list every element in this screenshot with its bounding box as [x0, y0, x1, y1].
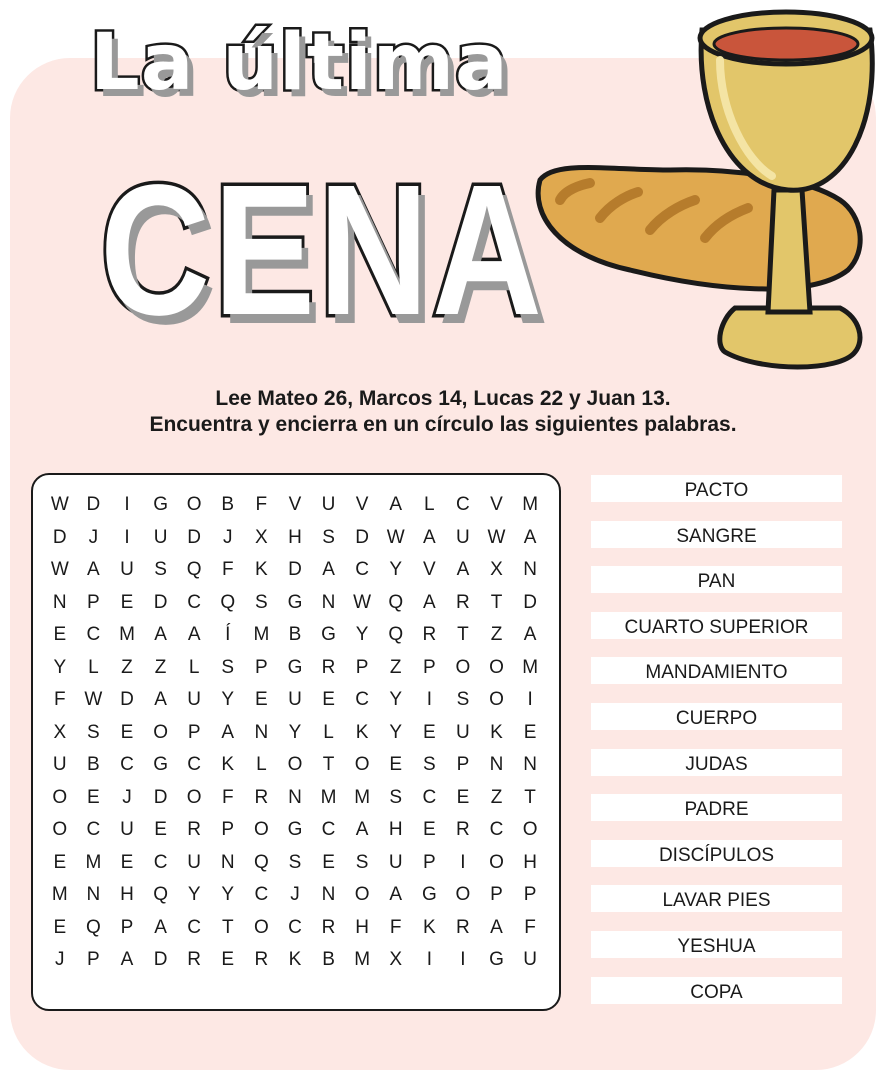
grid-letter[interactable]: U	[321, 494, 336, 515]
grid-letter[interactable]: E	[120, 851, 134, 873]
grid-letter[interactable]: Z	[154, 656, 167, 678]
grid-letter[interactable]: I	[426, 949, 432, 970]
grid-letter[interactable]: X	[389, 949, 403, 970]
grid-letter[interactable]: N	[52, 591, 67, 613]
grid-letter[interactable]: O	[186, 494, 202, 515]
grid-letter[interactable]: E	[422, 721, 436, 743]
grid-letter[interactable]: B	[288, 624, 302, 645]
grid-letter[interactable]: E	[154, 819, 167, 840]
grid-letter[interactable]: W	[353, 591, 372, 613]
word-list-item: CUERPO	[591, 703, 842, 730]
instructions	[0, 386, 886, 438]
grid-letter[interactable]: Q	[220, 591, 236, 613]
grid-letter[interactable]: E	[120, 591, 134, 613]
grid-letter[interactable]: O	[52, 819, 68, 840]
grid-letter[interactable]: T	[524, 786, 536, 808]
grid-letter[interactable]: U	[456, 526, 470, 548]
grid-letter[interactable]: M	[85, 851, 102, 873]
grid-letter[interactable]: O	[52, 786, 68, 808]
grid-letter[interactable]: M	[354, 786, 371, 808]
grid-letter[interactable]: O	[455, 884, 471, 905]
grid-letter[interactable]: P	[120, 916, 134, 938]
grid-letter[interactable]: A	[490, 916, 503, 938]
grid-letter[interactable]: G	[287, 591, 303, 613]
grid-letter[interactable]: U	[120, 819, 134, 840]
grid-letter[interactable]: F	[255, 494, 268, 515]
grid-letter[interactable]: D	[523, 591, 537, 613]
grid-letter[interactable]: F	[389, 916, 402, 938]
grid-letter[interactable]: W	[84, 689, 103, 710]
grid-letter[interactable]: O	[253, 819, 269, 840]
grid-letter[interactable]: K	[490, 721, 503, 743]
word-list-item: LAVAR PIES	[591, 885, 842, 912]
grid-letter[interactable]: D	[86, 494, 101, 515]
grid-letter[interactable]: K	[422, 916, 436, 938]
grid-letter[interactable]: M	[354, 949, 371, 970]
grid-letter[interactable]: I	[426, 689, 432, 710]
grid-letter[interactable]: D	[288, 559, 302, 580]
grid-letter[interactable]: V	[490, 494, 503, 515]
grid-letter[interactable]: W	[50, 559, 69, 580]
grid-letter[interactable]: S	[221, 656, 235, 678]
grid-letter[interactable]: U	[288, 689, 302, 710]
grid-letter[interactable]: Z	[389, 656, 402, 678]
grid-letter[interactable]: C	[86, 819, 101, 840]
grid-letter[interactable]: A	[422, 591, 436, 613]
grid-letter[interactable]: L	[256, 754, 267, 775]
grid-letter[interactable]: P	[187, 721, 201, 743]
grid-letter[interactable]: E	[456, 786, 470, 808]
word-list-item: PADRE	[591, 794, 842, 821]
grid-letter[interactable]: F	[221, 786, 234, 808]
grid-letter[interactable]: X	[490, 559, 503, 580]
grid-letter[interactable]: E	[255, 689, 268, 710]
page-title-line2: CENA	[100, 147, 546, 354]
grid-letter[interactable]: N	[523, 559, 537, 580]
grid-letter[interactable]: A	[154, 916, 167, 938]
grid-letter[interactable]: C	[288, 916, 302, 938]
grid-letter[interactable]: D	[153, 786, 168, 808]
grid-letter[interactable]: C	[254, 884, 269, 905]
grid-letter[interactable]: C	[422, 786, 437, 808]
grid-letter[interactable]: O	[354, 754, 370, 775]
grid-letter[interactable]: Q	[86, 916, 101, 938]
grid-letter[interactable]: R	[456, 591, 470, 613]
grid-letter[interactable]: N	[523, 754, 537, 775]
grid-letter[interactable]: C	[321, 819, 336, 840]
instructions-line1: Lee Mateo 26, Marcos 14, Lucas 22 y Juan 13.	[215, 387, 671, 410]
grid-letter[interactable]: K	[255, 559, 268, 580]
grid-letter[interactable]: E	[322, 851, 335, 873]
grid-letter[interactable]: P	[422, 851, 436, 873]
grid-letter[interactable]: Y	[187, 884, 201, 905]
word-list-item: PAN	[591, 566, 842, 593]
grid-letter[interactable]: Y	[53, 656, 67, 678]
grid-letter[interactable]: R	[456, 916, 470, 938]
grid-letter[interactable]: I	[460, 851, 466, 873]
grid-letter[interactable]: U	[187, 689, 202, 710]
grid-letter[interactable]: E	[523, 721, 537, 743]
grid-letter[interactable]: Q	[388, 591, 404, 613]
grid-letter[interactable]: A	[187, 624, 201, 645]
grid-letter[interactable]: E	[120, 721, 134, 743]
grid-letter[interactable]: G	[287, 656, 303, 678]
grid-letter[interactable]: U	[120, 559, 134, 580]
grid-letter[interactable]: Q	[153, 884, 168, 905]
grid-letter[interactable]: M	[320, 786, 337, 808]
word-list	[591, 475, 842, 1022]
grid-letter[interactable]: N	[288, 786, 302, 808]
grid-letter[interactable]: B	[87, 754, 100, 775]
grid-letter[interactable]: A	[523, 624, 537, 645]
grid-letter[interactable]: C	[120, 754, 134, 775]
grid-letter[interactable]: R	[187, 819, 202, 840]
grid-letter[interactable]: O	[253, 916, 269, 938]
grid-letter[interactable]: O	[489, 851, 504, 873]
grid-letter[interactable]: A	[422, 526, 436, 548]
grid-letter[interactable]: T	[322, 754, 335, 775]
grid-letter[interactable]: D	[120, 689, 134, 710]
grid-letter[interactable]: H	[355, 916, 369, 938]
grid-letter[interactable]: J	[88, 526, 99, 548]
grid-letter[interactable]: N	[489, 754, 504, 775]
grid-letter[interactable]: A	[389, 494, 403, 515]
word-list-item: DISCÍPULOS	[591, 840, 842, 867]
grid-letter[interactable]: A	[355, 819, 369, 840]
grid-letter[interactable]: L	[424, 494, 435, 515]
grid-letter[interactable]: I	[124, 526, 130, 548]
grid-letter[interactable]: D	[153, 591, 168, 613]
grid-letter[interactable]: R	[456, 819, 470, 840]
grid-letter[interactable]: X	[53, 721, 67, 743]
grid-letter[interactable]: G	[153, 494, 168, 515]
grid-letter[interactable]: H	[523, 851, 537, 873]
grid-letter[interactable]: M	[51, 884, 68, 905]
grid-letter[interactable]: E	[53, 851, 67, 873]
grid-letter[interactable]: P	[456, 754, 470, 775]
grid-letter[interactable]: V	[422, 559, 436, 580]
instructions-line2: Encuentra y encierra en un círculo las siguientes palabras.	[149, 413, 737, 436]
grid-letter[interactable]: Q	[186, 559, 202, 580]
grid-letter[interactable]: V	[355, 494, 369, 515]
grid-letter[interactable]: I	[460, 949, 466, 970]
grid-letter[interactable]: C	[355, 559, 369, 580]
grid-letter[interactable]: M	[119, 624, 135, 645]
grid-letter[interactable]: A	[154, 689, 167, 710]
grid-letter[interactable]: A	[87, 559, 100, 580]
grid-letter[interactable]: Y	[389, 559, 403, 580]
grid-letter[interactable]: D	[187, 526, 202, 548]
grid-letter[interactable]: U	[523, 949, 537, 970]
grid-letter[interactable]: A	[322, 559, 335, 580]
grid-letter[interactable]: G	[153, 754, 168, 775]
grid-letter[interactable]: U	[153, 526, 168, 548]
grid-letter[interactable]: U	[388, 851, 403, 873]
grid-letter[interactable]: B	[322, 949, 335, 970]
grid-letter[interactable]: X	[255, 526, 268, 548]
grid-letter[interactable]: N	[220, 851, 235, 873]
grid-letter[interactable]: C	[489, 819, 504, 840]
grid-letter[interactable]: K	[221, 754, 235, 775]
grid-letter[interactable]: E	[53, 916, 67, 938]
grid-letter[interactable]: G	[489, 949, 504, 970]
grid-letter[interactable]: Q	[253, 851, 269, 873]
grid-letter[interactable]: W	[386, 526, 405, 548]
grid-letter[interactable]: L	[188, 656, 200, 678]
grid-letter[interactable]: R	[254, 949, 269, 970]
grid-letter[interactable]: B	[221, 494, 235, 515]
word-list-item: MANDAMIENTO	[591, 657, 842, 684]
grid-letter[interactable]: Y	[221, 689, 235, 710]
grid-letter[interactable]: W	[487, 526, 506, 548]
grid-letter[interactable]: J	[122, 786, 132, 808]
grid-letter[interactable]: G	[421, 884, 437, 905]
grid-letter[interactable]: S	[255, 591, 268, 613]
grid-letter[interactable]: Y	[389, 721, 403, 743]
grid-letter[interactable]: C	[355, 689, 369, 710]
grid-letter[interactable]: N	[254, 721, 269, 743]
grid-letter[interactable]: I	[124, 494, 130, 515]
grid-letter[interactable]: R	[187, 949, 202, 970]
word-list-item: CUARTO SUPERIOR	[591, 612, 842, 639]
grid-letter[interactable]: Q	[388, 624, 404, 645]
grid-letter[interactable]: A	[154, 624, 167, 645]
grid-letter[interactable]: C	[153, 851, 168, 873]
grid-letter[interactable]: M	[522, 656, 539, 678]
grid-letter[interactable]: Z	[490, 624, 503, 645]
bread-and-cup-icon	[510, 0, 886, 372]
grid-letter[interactable]: L	[88, 656, 99, 678]
word-list-item: PACTO	[591, 475, 842, 502]
grid-letter[interactable]: E	[53, 624, 67, 645]
grid-letter[interactable]: P	[523, 884, 537, 905]
grid-letter[interactable]: S	[422, 754, 436, 775]
grid-letter[interactable]: D	[52, 526, 67, 548]
grid-letter[interactable]: J	[290, 884, 300, 905]
grid-letter[interactable]: Y	[355, 624, 369, 645]
grid-letter[interactable]: P	[355, 656, 369, 678]
grid-letter[interactable]: S	[322, 526, 335, 548]
grid-letter[interactable]: R	[254, 786, 269, 808]
grid-letter[interactable]: T	[221, 916, 234, 938]
grid-letter[interactable]: G	[321, 624, 336, 645]
grid-letter[interactable]: S	[389, 786, 403, 808]
grid-letter[interactable]: E	[389, 754, 403, 775]
grid-letter[interactable]: Í	[225, 624, 231, 645]
grid-letter[interactable]: A	[120, 949, 134, 970]
grid-letter[interactable]: T	[490, 591, 503, 613]
grid-letter[interactable]: O	[153, 721, 168, 743]
grid-letter[interactable]: K	[288, 949, 302, 970]
grid-letter[interactable]: P	[87, 591, 100, 613]
grid-letter[interactable]: W	[50, 494, 69, 515]
grid-letter[interactable]: Y	[389, 689, 403, 710]
grid-letter[interactable]: O	[489, 689, 504, 710]
grid-letter[interactable]: P	[87, 949, 100, 970]
grid-letter[interactable]: U	[187, 851, 202, 873]
word-list-item: JUDAS	[591, 749, 842, 776]
grid-letter[interactable]: J	[223, 526, 233, 548]
grid-letter[interactable]: E	[322, 689, 335, 710]
grid-letter[interactable]: C	[187, 591, 202, 613]
grid-letter[interactable]: F	[524, 916, 536, 938]
grid-letter[interactable]: A	[456, 559, 470, 580]
grid-letter[interactable]: E	[221, 949, 235, 970]
grid-letter[interactable]: E	[422, 819, 436, 840]
grid-letter[interactable]: R	[321, 916, 336, 938]
grid-letter[interactable]: M	[522, 494, 539, 515]
word-list-item: SANGRE	[591, 521, 842, 548]
grid-letter[interactable]: G	[287, 819, 303, 840]
grid-letter[interactable]: A	[523, 526, 537, 548]
grid-letter[interactable]: M	[253, 624, 270, 645]
grid-letter[interactable]: S	[355, 851, 369, 873]
grid-letter[interactable]: R	[321, 656, 336, 678]
grid-letter[interactable]: S	[456, 689, 470, 710]
grid-letter[interactable]: Z	[121, 656, 133, 678]
grid-letter[interactable]: H	[288, 526, 302, 548]
grid-letter[interactable]: N	[321, 591, 336, 613]
grid-letter[interactable]: P	[221, 819, 235, 840]
grid-letter[interactable]: S	[288, 851, 302, 873]
grid-letter[interactable]: O	[522, 819, 538, 840]
grid-letter[interactable]: F	[221, 559, 234, 580]
grid-letter[interactable]: P	[422, 656, 436, 678]
grid-letter[interactable]: C	[86, 624, 101, 645]
grid-letter[interactable]: H	[120, 884, 134, 905]
grid-letter[interactable]: C	[456, 494, 470, 515]
grid-letter[interactable]: S	[154, 559, 167, 580]
grid-letter[interactable]: O	[489, 656, 504, 678]
word-list-item: YESHUA	[591, 931, 842, 958]
grid-letter[interactable]: K	[355, 721, 369, 743]
grid-letter[interactable]: D	[153, 949, 168, 970]
grid-letter[interactable]: U	[456, 721, 470, 743]
grid-letter[interactable]: A	[221, 721, 235, 743]
grid-letter[interactable]: H	[388, 819, 403, 840]
grid-letter[interactable]: N	[321, 884, 336, 905]
grid-letter[interactable]: O	[354, 884, 370, 905]
grid-letter[interactable]: A	[389, 884, 403, 905]
grid-letter[interactable]: Y	[221, 884, 235, 905]
grid-letter[interactable]: D	[355, 526, 369, 548]
grid-letter[interactable]: V	[288, 494, 302, 515]
grid-letter[interactable]: I	[527, 689, 533, 710]
grid-letter[interactable]: O	[287, 754, 303, 775]
grid-letter[interactable]: S	[87, 721, 100, 743]
grid-letter[interactable]: O	[186, 786, 202, 808]
grid-letter[interactable]: J	[55, 949, 65, 970]
grid-letter[interactable]: P	[490, 884, 503, 905]
grid-letter[interactable]: L	[323, 721, 334, 743]
grid-letter[interactable]: R	[422, 624, 437, 645]
grid-letter[interactable]: T	[457, 624, 469, 645]
grid-letter[interactable]: E	[87, 786, 100, 808]
grid-letter[interactable]: C	[187, 754, 202, 775]
grid-letter[interactable]: C	[187, 916, 202, 938]
grid-letter[interactable]: Y	[288, 721, 302, 743]
grid-letter[interactable]: P	[255, 656, 268, 678]
grid-letter[interactable]: O	[455, 656, 471, 678]
grid-letter[interactable]: F	[53, 689, 66, 710]
word-search-grid	[43, 489, 549, 977]
grid-letter[interactable]: N	[86, 884, 101, 905]
grid-letter[interactable]: Z	[490, 786, 503, 808]
word-list-item: COPA	[591, 977, 842, 1004]
grid-letter[interactable]: U	[52, 754, 67, 775]
page-title-line1: La última	[90, 18, 509, 108]
